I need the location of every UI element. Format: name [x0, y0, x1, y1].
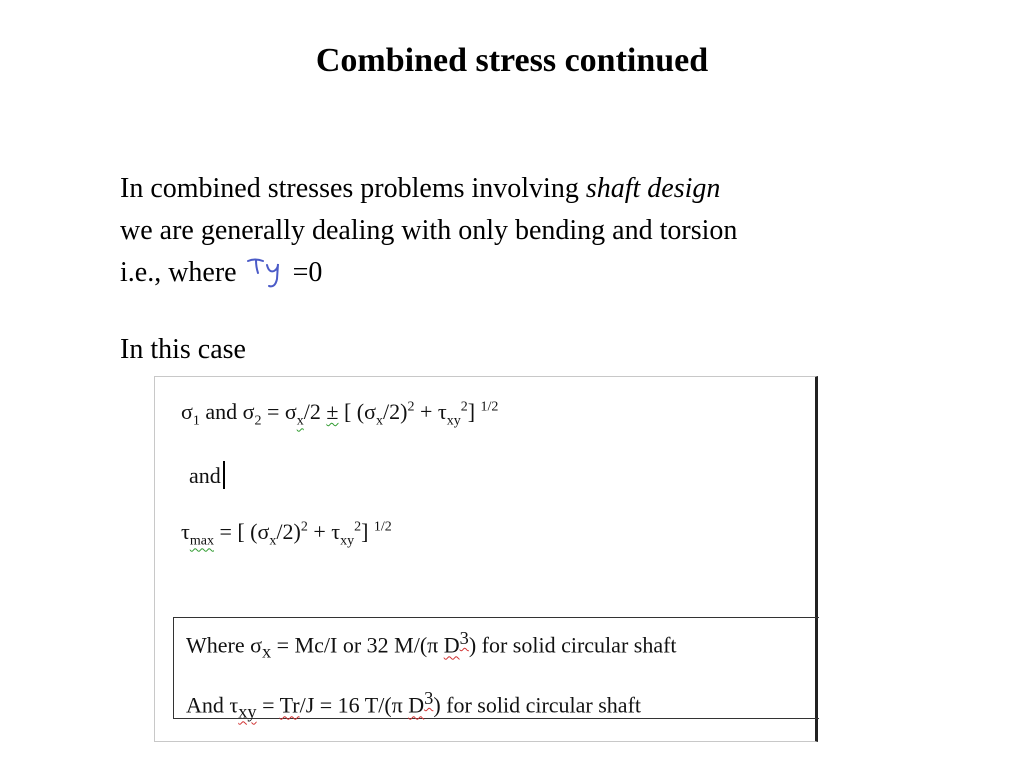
intro-line-2: we are generally dealing with only bending and torsion: [120, 215, 738, 246]
equation-image-panel: [154, 376, 818, 742]
text-cursor: [223, 461, 225, 489]
definitions-box: [173, 617, 819, 722]
case-label: In this case: [120, 334, 246, 365]
principal-stress-equation: $\sigma_1$ and $\sigma_2 = \sigma_x/2$ ± [ $(\sigma_x/2)^2 + \tau_{xy}^2$] $^{1/2}$: [181, 399, 499, 429]
intro-paragraph: [120, 168, 920, 294]
handwritten-tau-y-icon: [245, 255, 291, 291]
max-shear-equation: $\tau_{max}$ = [ $(\sigma_x/2)^2 + \tau_{xy}^2$] $^{1/2}$: [181, 519, 392, 549]
slide-title: Combined stress continued: [315, 42, 709, 79]
and-connector: and: [189, 461, 225, 489]
tau-definition: And $\tau_{xy} = Tr/J = 16$ T/(π $D^3$) for solid circular shaft: [186, 688, 642, 722]
intro-line-3: i.e., where =0: [120, 252, 920, 294]
shaft-design-emphasis: shaft design: [585, 173, 721, 204]
intro-line-1: In combined stresses problems involving shaft design: [120, 173, 721, 204]
sigma-definition: Where $\sigma_x = Mc/I$ or 32 M/(π $D^3$) for solid circular shaft: [186, 628, 677, 662]
